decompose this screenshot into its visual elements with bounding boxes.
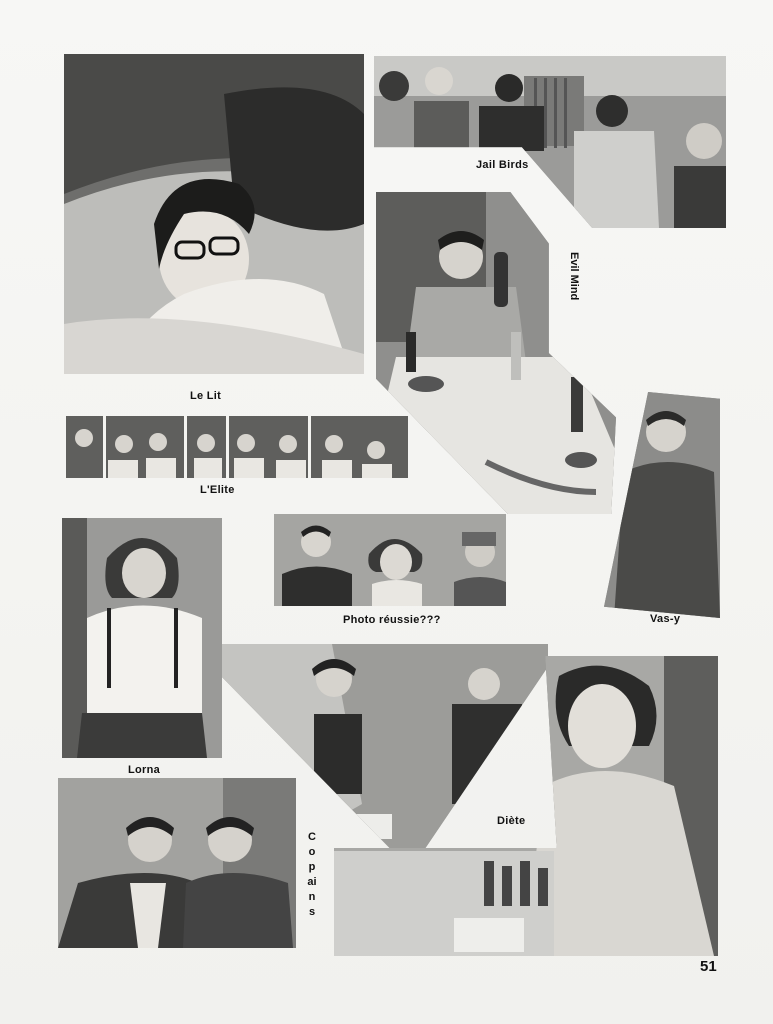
page-number: 51 <box>700 958 717 975</box>
photo-photo-reussie <box>274 514 506 606</box>
caption-photo-reussie: Photo réussie??? <box>343 614 441 626</box>
photo-vas-y <box>604 392 720 618</box>
caption-diete: Diète <box>497 815 526 827</box>
caption-l-elite: L'Elite <box>200 484 235 496</box>
caption-le-lit: Le Lit <box>190 390 222 402</box>
caption-vas-y: Vas-y <box>650 613 681 625</box>
caption-copains <box>306 830 318 920</box>
photo-le-lit <box>64 54 364 374</box>
caption-evil-mind <box>568 252 580 300</box>
caption-evil-mind-text: Evil Mind <box>568 252 580 301</box>
photo-copains <box>58 778 296 948</box>
caption-copains-text: Copains <box>307 831 317 918</box>
caption-lorna: Lorna <box>128 764 161 776</box>
photo-evil-mind <box>376 192 616 514</box>
photo-l-elite <box>66 416 408 478</box>
photo-lorna <box>62 518 222 758</box>
caption-jail-birds: Jail Birds <box>476 159 529 171</box>
